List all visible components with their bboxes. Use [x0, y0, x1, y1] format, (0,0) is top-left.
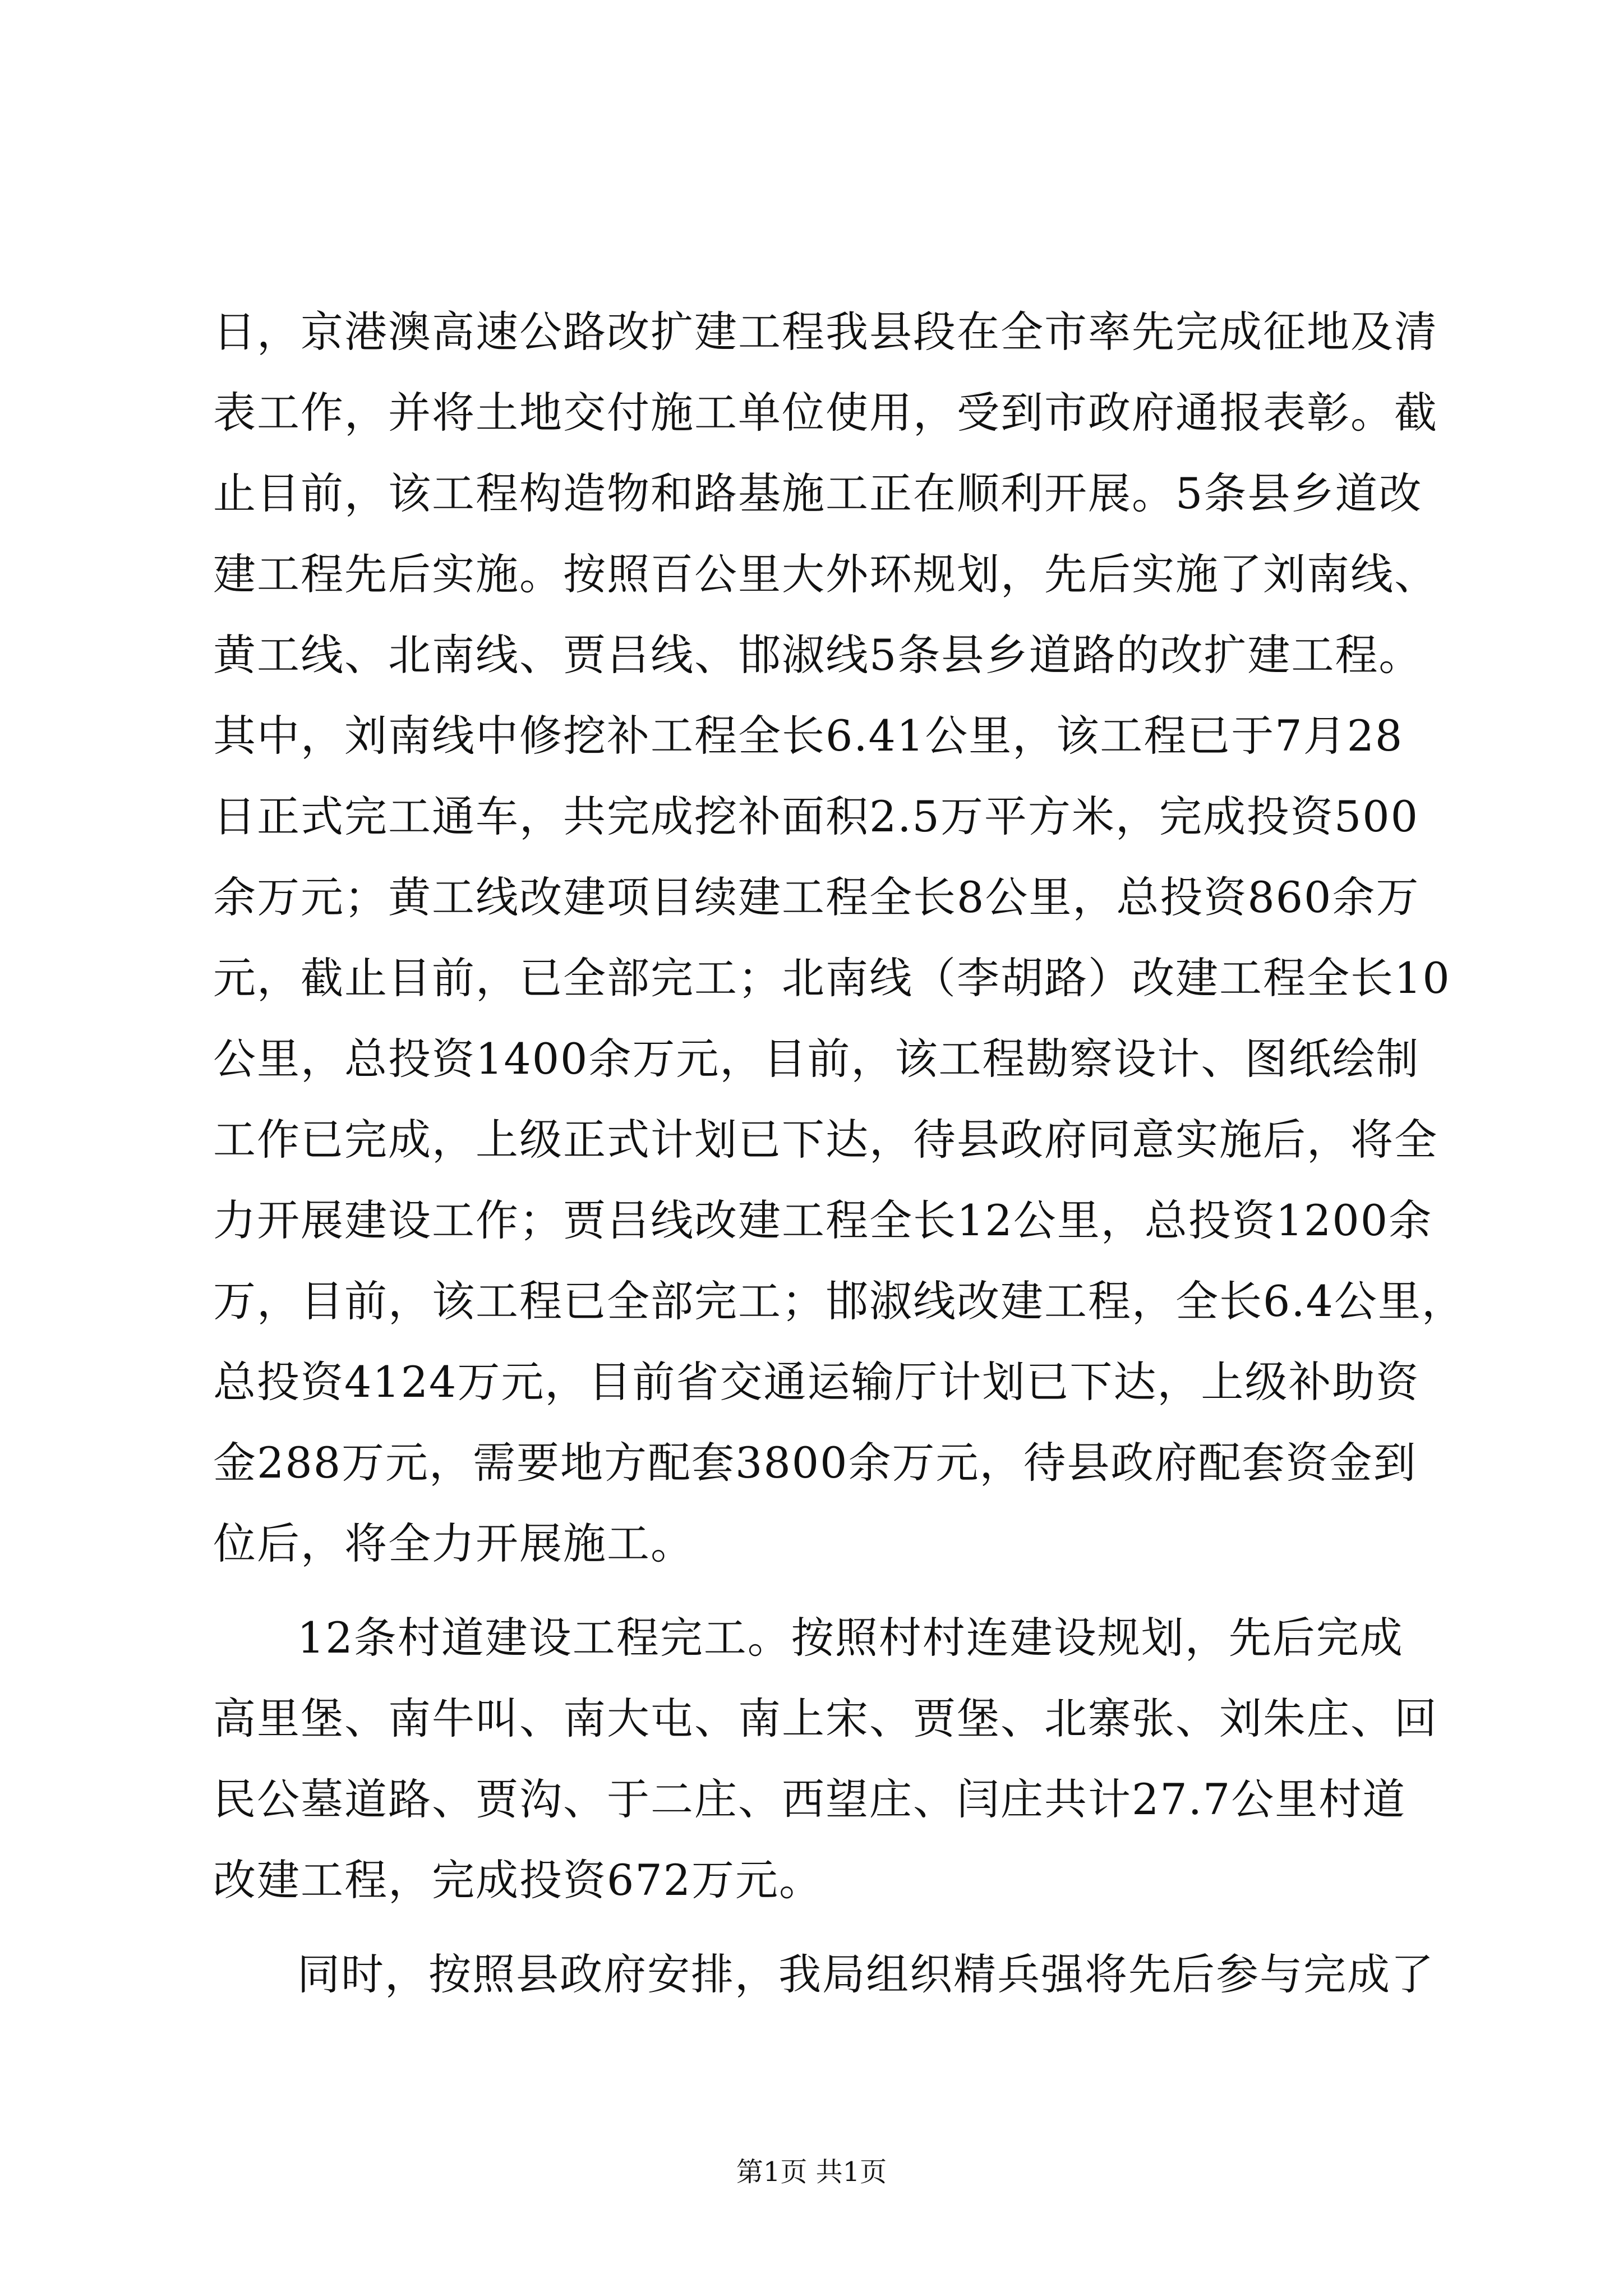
page-number-footer: 第1页 共1页	[736, 2156, 887, 2188]
text-line: 改建工程，完成投资672万元。	[213, 1855, 823, 1905]
text-line: 建工程先后实施。按照百公里大外环规划，先后实施了刘南线、	[213, 549, 1438, 599]
text-line: 12条村道建设工程完工。按照村村连建设规划，先后完成	[297, 1613, 1404, 1663]
text-line: 表工作，并将土地交付施工单位使用，受到市政府通报表彰。截	[213, 388, 1438, 438]
paragraph-3	[213, 1934, 1435, 2015]
text-line: 同时，按照县政府安排，我局组织精兵强将先后参与完成了	[297, 1949, 1435, 1999]
document-body	[213, 292, 1465, 2015]
text-line: 其中，刘南线中修挖补工程全长6.41公里，该工程已于7月28	[213, 711, 1404, 761]
paragraph-1	[213, 292, 1465, 1584]
text-line: 工作已完成，上级正式计划已下达，待县政府同意实施后，将全	[213, 1115, 1438, 1165]
text-line: 力开展建设工作；贾吕线改建工程全长12公里，总投资1200余	[213, 1195, 1433, 1245]
text-line: 金288万元，需要地方配套3800余万元，待县政府配套资金到	[213, 1438, 1417, 1488]
text-line: 高里堡、南牛叫、南大屯、南上宋、贾堡、北寨张、刘朱庄、回	[213, 1694, 1438, 1743]
text-line: 公里，总投资1400余万元，目前，该工程勘察设计、图纸绘制	[213, 1034, 1420, 1084]
paragraph-2	[213, 1598, 1438, 1921]
paragraph-spacer	[213, 1921, 1424, 1934]
text-line: 日，京港澳高速公路改扩建工程我县段在全市率先完成征地及清	[213, 307, 1438, 357]
text-line: 日正式完工通车，共完成挖补面积2.5万平方米，完成投资500	[213, 792, 1419, 841]
text-line: 元，截止目前，已全部完工；北南线（李胡路）改建工程全长10	[213, 953, 1451, 1003]
text-line: 黄工线、北南线、贾吕线、邯淑线5条县乡道路的改扩建工程。	[213, 630, 1423, 680]
text-line: 万，目前，该工程已全部完工；邯淑线改建工程，全长6.4公里，	[213, 1276, 1465, 1326]
text-line: 民公墓道路、贾沟、于二庄、西望庄、闫庄共计27.7公里村道	[213, 1774, 1407, 1824]
text-line: 位后，将全力开展施工。	[213, 1519, 694, 1568]
text-line: 总投资4124万元，目前省交通运输厅计划已下达，上级补助资	[213, 1357, 1420, 1407]
text-line: 余万元；黄工线改建项目续建工程全长8公里，总投资860余万	[213, 872, 1420, 922]
paragraph-spacer	[213, 1584, 1424, 1598]
text-line: 止目前，该工程构造物和路基施工正在顺利开展。5条县乡道改	[213, 468, 1423, 518]
